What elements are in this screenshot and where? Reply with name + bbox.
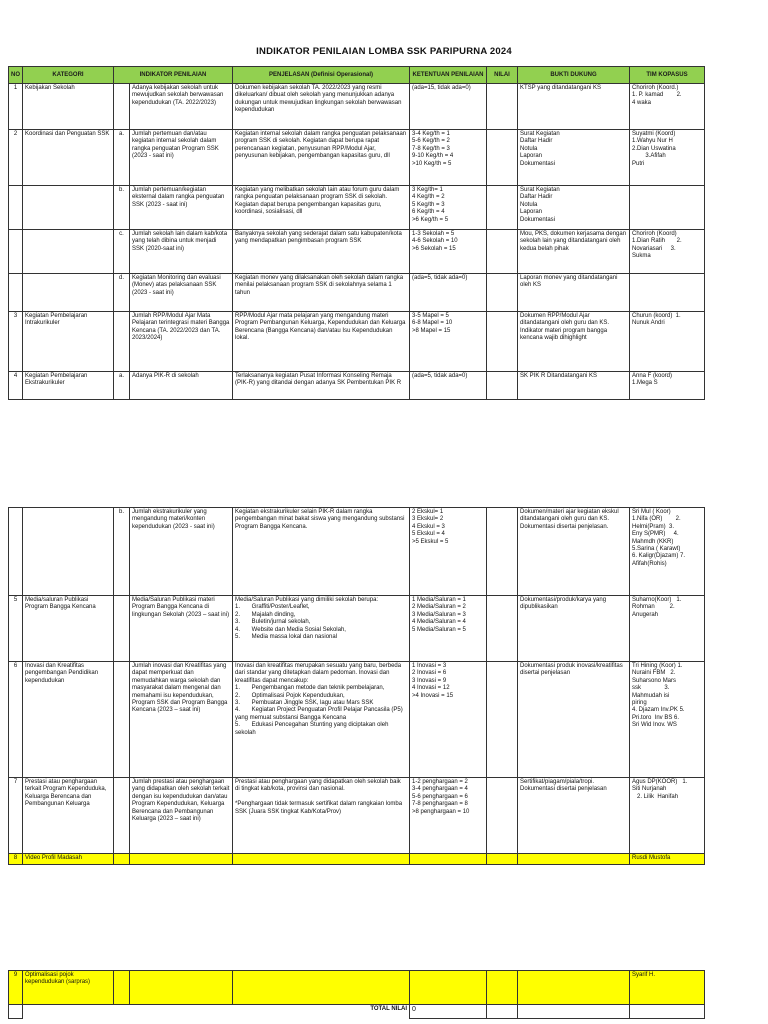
row-kategori: Koordinasi dan Penguatan SSK <box>23 130 114 186</box>
row-ketentuan-line: 3 Ekskul= 2 <box>412 516 444 523</box>
row-bukti: Dokumen/materi ajar kegiatan ekskul ditandatangani oleh guru dan KS. Dokumentasi disertai penjelasan. <box>518 508 630 596</box>
row-ketentuan-line: 3 Keg/th= 1 <box>412 187 443 193</box>
row-kategori: Kegiatan Pembelajaran Ekstrakurikuler <box>23 372 114 400</box>
row-indikator: Media/Saluran Publikasi materi Program Bangga Kencana di lingkungan Sekolah (2023 – saat ini) <box>130 596 233 662</box>
table-row <box>9 274 705 312</box>
row-tim-line: 1.Mega S <box>632 380 658 387</box>
row-ketentuan <box>410 662 487 778</box>
row-nilai <box>487 130 518 186</box>
row-bukti: Surat Kegiatan Daftar Hadir Notula Laporan Dokumentasi <box>518 130 630 186</box>
row-tim-line: 6. Kaligr(Djazam) 7. <box>632 553 686 560</box>
total-value: 0 <box>410 1005 487 1019</box>
assessment-table-page-1 <box>8 66 705 400</box>
row-nilai <box>487 596 518 662</box>
row-tim-line: 1.Dian Ratih 2. <box>632 238 682 245</box>
header-nilai: NILAI <box>487 67 518 84</box>
row-ketentuan <box>410 596 487 662</box>
row-number <box>9 230 23 274</box>
row-ketentuan-line: >10 Keg/th = 5 <box>412 160 452 167</box>
row-tim-line: Suharno(Koor) 1. <box>632 597 682 603</box>
row-sub-label: b. <box>114 508 130 596</box>
table-row-video-profil <box>9 854 705 865</box>
row-ketentuan <box>410 84 487 130</box>
total-label: TOTAL NILAI <box>370 1006 407 1012</box>
row-nilai <box>487 508 518 596</box>
row-tim <box>630 84 705 130</box>
row-number: 9 <box>9 971 23 1005</box>
row-tim-line: Rohman 2. <box>632 604 675 611</box>
row-kategori: Kebijakan Sekolah <box>23 84 114 130</box>
row-nilai <box>487 312 518 372</box>
row-number: 6 <box>9 662 23 778</box>
row-tim-line: Mahmudah isi <box>632 692 670 699</box>
row-ketentuan-line: >8 Mapel = 15 <box>412 327 451 334</box>
row-tim-line: 5.Sarina ( Karawt) <box>632 546 681 553</box>
row-ketentuan-line: 5 Media/Saluran = 5 <box>412 626 466 633</box>
row-nilai <box>487 662 518 778</box>
row-tim-line: Suharsono Mars <box>632 677 677 684</box>
row-penjelasan: Prestasi atau penghargaan yang didapatkan oleh sekolah baik di tingkat kab/kota, provinsi dan nasional. *Penghargaan tidak termasuk sertifikat dalam rangkaian lomba SSK (Juara SSK tingkat Kab/Kota/Prov) <box>233 778 410 854</box>
row-bukti: Dokumentasi/produk/karya yang dipublikasikan <box>518 596 630 662</box>
row-tim-line: Choriroh (Koord.) <box>632 85 679 91</box>
row-tim: Rusdi Mustofa <box>630 854 705 865</box>
row-tim-line: Siti Nurjanah <box>632 786 667 793</box>
row-indikator: Jumlah prestasi atau penghargaan yang didapatkan oleh sekolah terkait dengan isu kependudukan dan/atau Program Kependudukan, Keluarga Berencana dan Pembangunan Keluarga (2023 – saat ini) <box>130 778 233 854</box>
row-number: 5 <box>9 596 23 662</box>
row-ketentuan-line: 3 Media/Saluran = 3 <box>412 611 466 618</box>
table-row <box>9 130 705 186</box>
row-kategori: Inovasi dan Kreatifitas pengembangan Pendidikan kependudukan <box>23 662 114 778</box>
total-row <box>9 1005 705 1019</box>
row-ketentuan <box>410 130 487 186</box>
assessment-table-page-2 <box>8 507 705 865</box>
row-kategori: Video Profil Madasah <box>23 854 114 865</box>
row-tim-line: Suyatmi (Koord) <box>632 131 676 137</box>
table-row-pojok-kependudukan <box>9 971 705 1005</box>
row-sub-label: a. <box>114 372 130 400</box>
row-indikator: Adanya kebijakan sekolah untuk mewujudkan sekolah berwawasan kependudukan (TA. 2022/2023) <box>130 84 233 130</box>
row-ketentuan <box>410 372 487 400</box>
row-tim: Syarif H. <box>630 971 705 1005</box>
row-ketentuan-line: 1-3 Sekolah = 5 <box>412 231 455 237</box>
row-ketentuan-line: 2 Inovasi = 6 <box>412 670 447 677</box>
row-ketentuan-line: 5 Keg/th = 3 <box>412 201 445 208</box>
row-tim-line: Sri Wid Inov. WS <box>632 722 677 729</box>
row-number: 8 <box>9 854 23 865</box>
row-ketentuan <box>410 312 487 372</box>
row-tim <box>630 372 705 400</box>
row-ketentuan-line: 4 Inovasi = 12 <box>412 685 450 692</box>
row-ketentuan-line: 2 Media/Saluran = 2 <box>412 604 466 611</box>
row-nilai <box>487 84 518 130</box>
row-ketentuan-line: 3-5 Mapel = 5 <box>412 313 449 319</box>
row-tim <box>630 662 705 778</box>
assessment-table-page-3 <box>8 970 705 1019</box>
row-bukti: Dokumen RPP/Modul Ajar ditandatangani oleh guru dan KS. Indikator materi program bangga kencana wajib dihighlight <box>518 312 630 372</box>
row-ketentuan <box>410 230 487 274</box>
row-ketentuan-line: 6 Keg/th = 4 <box>412 209 445 216</box>
row-ketentuan-line: >8 penghargaan = 10 <box>412 808 470 815</box>
row-tim <box>630 186 705 230</box>
row-penjelasan: Banyaknya sekolah yang sederajat dalam satu kabupaten/kota yang mendapatkan pengimbasan program SSK <box>233 230 410 274</box>
row-ketentuan-line: 4 Keg/th = 2 <box>412 194 445 201</box>
row-tim-line: Nunuk Andri <box>632 320 665 327</box>
header-indikator: INDIKATOR PENILAIAN <box>114 67 233 84</box>
row-sub-label: b. <box>114 186 130 230</box>
row-sub-label <box>114 662 130 778</box>
row-ketentuan-line: 1 Media/Saluran = 1 <box>412 597 466 603</box>
row-penjelasan: Kegiatan internal sekolah dalam rangka penguatan pelaksanaan program SSK di sekolah. Kegiatan dapat berupa rapat perencanaan kegiatan, penyusunan RPP/Modul Ajar, penyusunan kebijakan, pengembangan kapasitas guru, dll <box>233 130 410 186</box>
row-number <box>9 508 23 596</box>
row-number: 2 <box>9 130 23 186</box>
table-row <box>9 372 705 400</box>
row-tim-line: 1.Nifa (OR) 2. <box>632 516 681 523</box>
row-sub-label: d. <box>114 274 130 312</box>
row-nilai <box>487 186 518 230</box>
row-tim-line: 4 waka <box>632 99 652 106</box>
row-tim-line: piring <box>632 700 647 707</box>
row-tim-line: Sri Mul ( Koor) <box>632 509 671 515</box>
table-row <box>9 662 705 778</box>
row-number <box>9 186 23 230</box>
table-row <box>9 778 705 854</box>
row-penjelasan: Inovasi dan kreatifitas merupakan sesuatu yang baru, berbeda dari standar yang ditetapkan dalam pedoman. Inovasi dan kreatifitas dapat mencakup: 1. Pengembangan metode dan teknik pembelajaran, 2. Optimalisasi Pojok Kependudukan, 3. Pembuatan Jinggle SSK, lagu atau Mars SSK 4. Kegiatan Project Penguatan Profil Pelajar Pancasila (P5) yang memuat substansi Bangga Kencana 5. Edukasi Pencegahan Stunting yang diciptakan oleh sekolah <box>233 662 410 778</box>
row-kategori <box>23 230 114 274</box>
header-tim: TIM KOPASUS <box>630 67 705 84</box>
row-penjelasan: Terlaksananya kegiatan Pusat Informasi Konseling Remaja (PIK-R) yang ditandai dengan adanya SK Pembentukan PIK R <box>233 372 410 400</box>
table-row <box>9 84 705 130</box>
row-penjelasan: Kegiatan ekstrakurikuler selain PIK-R dalam rangka pengembangan minat bakat siswa yang mengandung substansi Program Bangga Kencana. <box>233 508 410 596</box>
row-indikator: Jumlah RPP/Modul Ajar Mata Pelajaran terintegrasi materi Bangga Kencana (TA. 2022/2023 dan TA. 2023/2024) <box>130 312 233 372</box>
row-tim-line: Agus DP(KOOR) 1. <box>632 779 688 785</box>
row-ketentuan-line: 1 Inovasi = 3 <box>412 663 447 669</box>
header-penjelasan: PENJELASAN (Definisi Operasional) <box>233 67 410 84</box>
row-tim <box>630 312 705 372</box>
row-indikator: Jumlah inovasi dan Kreatifitas yang dapat memperkuat dan memudahkan warga sekolah dan masyarakat dalam mengenal dan memahami isu kependudukan, Program SSK dan Program Bangga Kencana (2023 – saat ini) <box>130 662 233 778</box>
row-kategori: Prestasi atau penghargaan terkait Program Kependuduka, Keluarga Berencana dan Pembangunan Keluarga <box>23 778 114 854</box>
row-penjelasan: RPP/Modul Ajar mata pelajaran yang mengandung materi Program Pembangunan Keluarga, Kependudukan dan Keluarga Berencana (Bangga Kencana) dan/atau Isu Kependudukan lokal. <box>233 312 410 372</box>
row-ketentuan-line: 4-6 Sekolah = 10 <box>412 238 458 245</box>
row-tim-line: 2. Lilik Hanifah <box>632 793 679 800</box>
row-ketentuan-line: 9-10 Keg/th = 4 <box>412 153 454 160</box>
row-indikator: Jumlah pertemuan dan/atau kegiatan internal sekolah dalam rangka penguatan Program SSK (2023 - saat ini) <box>130 130 233 186</box>
row-nilai <box>487 274 518 312</box>
row-indikator: Kegiatan Monitoring dan evaluasi (Monev) atas pelaksanaan SSK (2023 - saat ini) <box>130 274 233 312</box>
table-row <box>9 230 705 274</box>
row-bukti: Laporan monev yang ditandatangani oleh KS <box>518 274 630 312</box>
table-row <box>9 312 705 372</box>
row-penjelasan: Kegiatan monev yang dilaksanakan oleh sekolah dalam rangka menilai pelaksanaan program SSK di sekolahnya selama 1 tahun <box>233 274 410 312</box>
row-ketentuan-line: 3-4 penghargaan = 4 <box>412 786 468 793</box>
row-sub-label <box>114 778 130 854</box>
row-penjelasan: Kegiatan yang melibatkan sekolah lain atau forum guru dalam rangka penguatan pelaksanaan program SSK di sekolah. Kegiatan dapat berupa pengembangan kapasitas guru, koordinasi, sosialisasi, dll <box>233 186 410 230</box>
row-tim <box>630 230 705 274</box>
row-bukti: KTSP yang ditandatangani KS <box>518 84 630 130</box>
row-tim-line: Choriroh (Koord) <box>632 231 677 237</box>
row-ketentuan <box>410 186 487 230</box>
header-ketentuan: KETENTUAN PENILAIAN <box>410 67 487 84</box>
row-ketentuan-line: 1-2 penghargaan = 2 <box>412 779 468 785</box>
row-ketentuan <box>410 778 487 854</box>
row-tim-line: Tri Hining (Koor) 1. <box>632 663 683 669</box>
row-tim-line: Putri <box>632 160 645 167</box>
row-indikator: Jumlah sekolah lain dalam kab/kota yang telah dibina untuk menjadi SSK (2020-saat ini) <box>130 230 233 274</box>
table-row <box>9 596 705 662</box>
page-title: INDIKATOR PENILAIAN LOMBA SSK PARIPURNA 2024 <box>256 46 512 57</box>
row-ketentuan-line: >5 Ekskul = 5 <box>412 538 449 545</box>
row-ketentuan-line: 7-8 Keg/th = 3 <box>412 145 450 152</box>
header-bukti: BUKTI DUKUNG <box>518 67 630 84</box>
row-number: 7 <box>9 778 23 854</box>
row-penjelasan: Media/Saluran Publikasi yang dimiliki sekolah berupa: 1. Graffiti/Poster/Leaflet, 2. Majalah dinding, 3. Buletin/jurnal sekolah, 4. Website dan Media Sosial Sekolah, 5. Media massa lokal dan nasional <box>233 596 410 662</box>
row-sub-label <box>114 312 130 372</box>
row-ketentuan-line: 5-6 penghargaan = 6 <box>412 793 468 800</box>
row-ketentuan-line: >4 Inovasi = 15 <box>412 692 454 699</box>
row-nilai <box>487 230 518 274</box>
table-row <box>9 508 705 596</box>
row-tim-line: Anna F (koord) <box>632 373 673 379</box>
row-number <box>9 274 23 312</box>
row-nilai <box>487 372 518 400</box>
row-sub-label: c. <box>114 230 130 274</box>
row-indikator: Adanya PIK-R di sekolah <box>130 372 233 400</box>
row-bukti: Dokumentasi produk inovasi/kreatifitas disertai penjelasan <box>518 662 630 778</box>
row-tim-line: Nuraini FBM 2. <box>632 670 676 677</box>
row-tim <box>630 274 705 312</box>
row-ketentuan-line: (ada=15, tidak ada=0) <box>412 85 471 91</box>
row-tim-line: Pri.toro Inv BS 6. <box>632 714 680 721</box>
row-kategori: Optimalisasi pojok kependudukan (sarpras) <box>23 971 114 1005</box>
row-bukti: Surat Kegiatan Daftar Hadir Notula Laporan Dokumentasi <box>518 186 630 230</box>
row-ketentuan-line: 3-4 Keg/th = 1 <box>412 131 450 137</box>
row-number: 4 <box>9 372 23 400</box>
row-bukti: Mou, PKS, dokumen kerjasama dengan sekolah lain yang ditandatangani oleh kedua belah pihak <box>518 230 630 274</box>
row-ketentuan <box>410 274 487 312</box>
header-kategori: KATEGORI <box>23 67 114 84</box>
row-tim-line: 3.Afifah <box>632 153 666 160</box>
row-tim <box>630 508 705 596</box>
row-tim-line: 4. Djazam Inv.PK 5. <box>632 707 685 714</box>
row-tim-line: 2.Dian Uswatina <box>632 145 676 152</box>
row-tim-line: Eny S(PMR) 4. <box>632 531 679 538</box>
row-tim-line: Helmi(Pram) 3. <box>632 523 675 530</box>
row-bukti: SK PIK R Ditandatangani KS <box>518 372 630 400</box>
row-ketentuan-line: 4 Ekskul = 3 <box>412 523 445 530</box>
row-tim-line: Novariasari 3. <box>632 245 676 252</box>
row-tim-line: ssk 3. <box>632 685 670 692</box>
row-sub-label: a. <box>114 130 130 186</box>
row-nilai <box>487 778 518 854</box>
row-ketentuan-line: 2 Ekskul= 1 <box>412 509 444 515</box>
row-tim-line: Anugerah <box>632 611 659 618</box>
row-kategori: Kegiatan Pembelajaran Intrakurikuler <box>23 312 114 372</box>
row-ketentuan-line: 5-6 Keg/th = 2 <box>412 138 450 145</box>
row-tim-line: Churun (koord) 1. <box>632 313 681 319</box>
row-sub-label <box>114 84 130 130</box>
row-kategori <box>23 274 114 312</box>
row-bukti: Sertifikat/piagam/piala/tropi. Dokumentasi disertai penjelasan <box>518 778 630 854</box>
row-tim-line: 1.Wahyu Nur H <box>632 138 673 145</box>
header-no: NO <box>9 67 23 84</box>
row-kategori: Media/saluran Publikasi Program Bangga Kencana <box>23 596 114 662</box>
row-ketentuan-line: 7-8 penghargaan = 8 <box>412 801 468 808</box>
row-tim <box>630 596 705 662</box>
row-number: 3 <box>9 312 23 372</box>
row-ketentuan-line: (ada=5, tidak ada=0) <box>412 373 468 379</box>
row-ketentuan-line: 6-8 Mapel = 10 <box>412 320 453 327</box>
row-kategori <box>23 186 114 230</box>
row-ketentuan-line: >6 Sekolah = 15 <box>412 245 456 252</box>
row-tim <box>630 778 705 854</box>
table-row <box>9 186 705 230</box>
row-ketentuan-line: >6 Keg/th = 5 <box>412 216 449 223</box>
row-ketentuan-line: 5 Ekskul = 4 <box>412 531 445 538</box>
row-ketentuan-line: (ada=5, tidak ada=0) <box>412 275 468 281</box>
row-tim-line: Sukma <box>632 253 651 260</box>
row-indikator: Jumlah ekstrakurikuler yang mengandung materi/konten kependudukan (2023 - saat ini) <box>130 508 233 596</box>
row-tim-line: 1. P. kamad 2. <box>632 92 682 99</box>
row-ketentuan-line: 4 Media/Saluran = 4 <box>412 619 466 626</box>
row-penjelasan: Dokumen kebijakan sekolah TA. 2022/2023 yang resmi dikeluarkan/ dibuat oleh sekolah yang menunjukkan adanya dukungan untuk mewujudkan lingkungan sekolah berwawasan kependudukan <box>233 84 410 130</box>
row-kategori <box>23 508 114 596</box>
row-ketentuan-line: 3 Inovasi = 9 <box>412 677 447 684</box>
row-sub-label <box>114 596 130 662</box>
row-tim-line: Afifah(Rohis) <box>632 560 667 567</box>
row-ketentuan <box>410 508 487 596</box>
row-tim-line: Mahmdh (KKR) <box>632 538 674 545</box>
row-indikator: Jumlah pertemuan/kegiatan eksternal dalam rangka penguatan SSK (2023 - saat ini) <box>130 186 233 230</box>
header-row <box>9 67 705 84</box>
row-tim <box>630 130 705 186</box>
row-number: 1 <box>9 84 23 130</box>
